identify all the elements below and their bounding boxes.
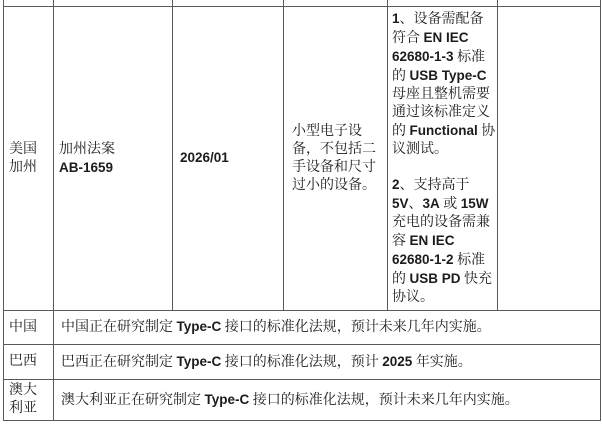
- law-name-line1: 加州法案: [59, 141, 115, 157]
- cell-region-california: [4, 7, 54, 311]
- table-row-brazil: [4, 345, 601, 380]
- law-name-line2: AB-1659: [59, 159, 114, 175]
- cell-region-china: 中国: [4, 311, 54, 345]
- cell-effective-date: [173, 7, 284, 311]
- cell-region-australia: 澳大利亚: [4, 380, 54, 421]
- cell-region-brazil: 巴西: [4, 345, 54, 380]
- cell-note-brazil: 巴西正在研究制定 Type-C 接口的标准化法规，预计 2025 年实施。: [54, 345, 601, 380]
- requirement-item-1: 1、设备需配备符合 EN IEC 62680-1-3 标准的 USB Type-C 母座且整机需要通过该标准定义的 Functional 协议测试。: [392, 11, 496, 157]
- table-row-australia: [4, 380, 601, 421]
- cell-note-china: 中国正在研究制定 Type-C 接口的标准化法规，预计未来几年内实施。: [54, 311, 601, 345]
- cell-requirements: [388, 7, 498, 311]
- scope-text: 小型电子设备，不包括二手设备和尺寸过小的设备。: [292, 123, 376, 193]
- table-row-china: [4, 311, 601, 345]
- cell-scope: [284, 7, 388, 311]
- region-label: 美国加州: [9, 141, 37, 175]
- cell-law-name: [54, 7, 173, 311]
- cell-note-australia: 澳大利亚正在研究制定 Type-C 接口的标准化法规，预计未来几年内实施。: [54, 380, 601, 421]
- cell-empty: [498, 7, 601, 311]
- effective-date: 2026/01: [180, 150, 229, 165]
- regulation-table: [3, 0, 601, 421]
- table-row-california: [4, 7, 601, 311]
- requirement-item-2: 2、支持高于 5V、3A 或 15W 充电的设备需兼容 EN IEC 62680-1-2 标准的 USB PD 快充协议。: [392, 177, 493, 305]
